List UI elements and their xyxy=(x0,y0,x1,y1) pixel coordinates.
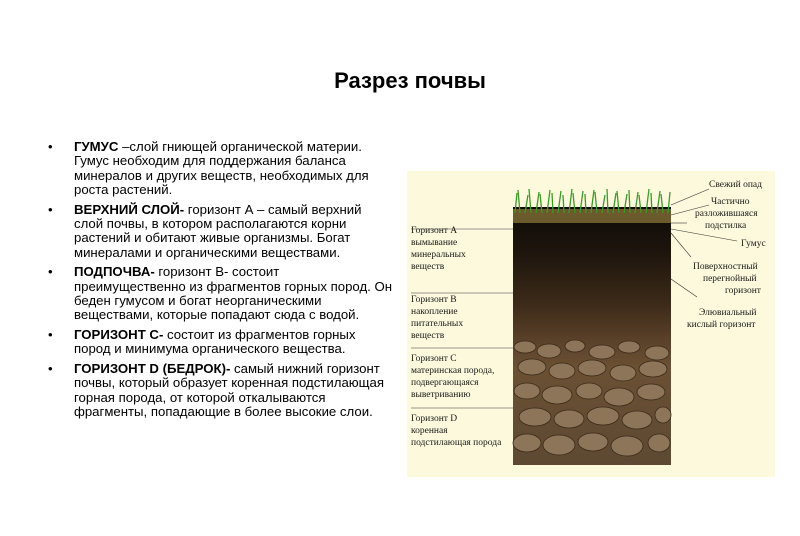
bullet-horizon-c: • ГОРИЗОНТ С- состоит из фрагментов горных пород и минимума органического вещества. xyxy=(48,326,356,357)
label-line: кислый горизонт xyxy=(687,320,756,330)
bullet-term: ГОРИЗОНТ D (БЕДРОК)- xyxy=(74,360,231,376)
label-line: минеральных xyxy=(411,250,466,260)
label-line: Поверхностный xyxy=(693,262,758,272)
bullet-topsoil: • ВЕРХНИЙ СЛОЙ- горизонт А – самый верхний слой почвы, в котором располагаются корни растений и обитают живые организмы. Богат минералами и органическими веществами. xyxy=(48,201,362,260)
label-line: выветриванию xyxy=(411,390,471,400)
left-label-a xyxy=(411,226,466,272)
bullet-text: горизонт В- состоит преимущественно из фрагментов горных пород. Он беден гумусом и богат неорганическими веществами, которые попадают сюда с водой. xyxy=(74,264,393,323)
label-line: Горизонт C xyxy=(411,354,457,364)
left-label-d xyxy=(411,414,502,448)
label-line: разложившаяся xyxy=(695,209,758,219)
label-line: Горизонт A xyxy=(411,226,458,236)
label-line: Элювиальный xyxy=(699,308,757,318)
right-label-litter xyxy=(709,179,762,190)
bullet-bedrock: • ГОРИЗОНТ D (БЕДРОК)- самый нижний горизонт почвы, который образует коренная подстилающая горная порода, от которой откалываются фрагменты, попадающие в более высокие слои. xyxy=(48,360,385,419)
label-line: перегнойный xyxy=(703,274,757,284)
label-line: Гумус xyxy=(741,239,766,249)
label-line: питательных xyxy=(411,319,464,329)
bullet-text: горизонт А – самый верхний слой почвы, в котором располагаются корни растений и обитают живые организмы. Богат минералами и органическими веществами. xyxy=(74,201,362,260)
soil-profile-figure xyxy=(407,171,775,477)
bullet-text: состоит из фрагментов горных пород и минимума органического вещества. xyxy=(74,326,356,357)
left-label-c xyxy=(411,354,494,400)
bullet-text: самый нижний горизонт почвы, который образует коренная подстилающая горная порода, от которой откалываются фрагменты, попадающие в более высокие слои. xyxy=(74,360,385,419)
label-line: подстилающая порода xyxy=(411,438,502,448)
label-line: веществ xyxy=(411,331,445,341)
label-line: горизонт xyxy=(725,286,761,296)
bullet-humus: • ГУМУС –слой гниющей органической материи. Гумус необходим для поддержания баланса минералов и других веществ, необходимых для роста растений. xyxy=(48,139,369,198)
right-label-partial xyxy=(695,197,758,231)
bullet-term: ГУМУС xyxy=(74,139,119,154)
label-line: материнская порода, xyxy=(411,366,495,376)
bullet-term: ГОРИЗОНТ С- xyxy=(74,326,164,342)
label-line: подстилка xyxy=(705,221,747,231)
right-label-eluvial xyxy=(687,307,756,330)
soil-profile-diagram xyxy=(407,171,775,477)
label-line: накопление xyxy=(411,307,458,317)
bullet-subsoil: • ПОДПОЧВА- горизонт В- состоит преимущественно из фрагментов горных пород. Он беден гумусом и богат неорганическими веществами, которые попадают сюда с водой. xyxy=(48,264,393,323)
label-line: Горизонт D xyxy=(411,414,458,424)
label-line: Частично xyxy=(711,197,750,207)
label-line: коренная xyxy=(411,426,448,436)
label-line: Горизонт B xyxy=(411,295,457,305)
left-label-b xyxy=(411,295,463,341)
bullet-text: –слой гниющей органической материи. Гумус необходим для поддержания баланса минералов и других веществ, необходимых для роста растений. xyxy=(74,139,369,198)
label-line: Свежий опад xyxy=(709,180,762,190)
right-label-humus xyxy=(741,239,766,249)
bullet-list xyxy=(48,140,393,424)
label-line: вымывание xyxy=(411,238,458,248)
label-line: веществ xyxy=(411,262,445,272)
bullet-term: ВЕРХНИЙ СЛОЙ- xyxy=(74,201,185,217)
right-label-surface xyxy=(693,261,762,296)
label-line: подвергающаяся xyxy=(411,378,479,388)
bullet-term: ПОДПОЧВА- xyxy=(74,264,155,280)
slide-title: Разрез почвы xyxy=(334,68,486,93)
